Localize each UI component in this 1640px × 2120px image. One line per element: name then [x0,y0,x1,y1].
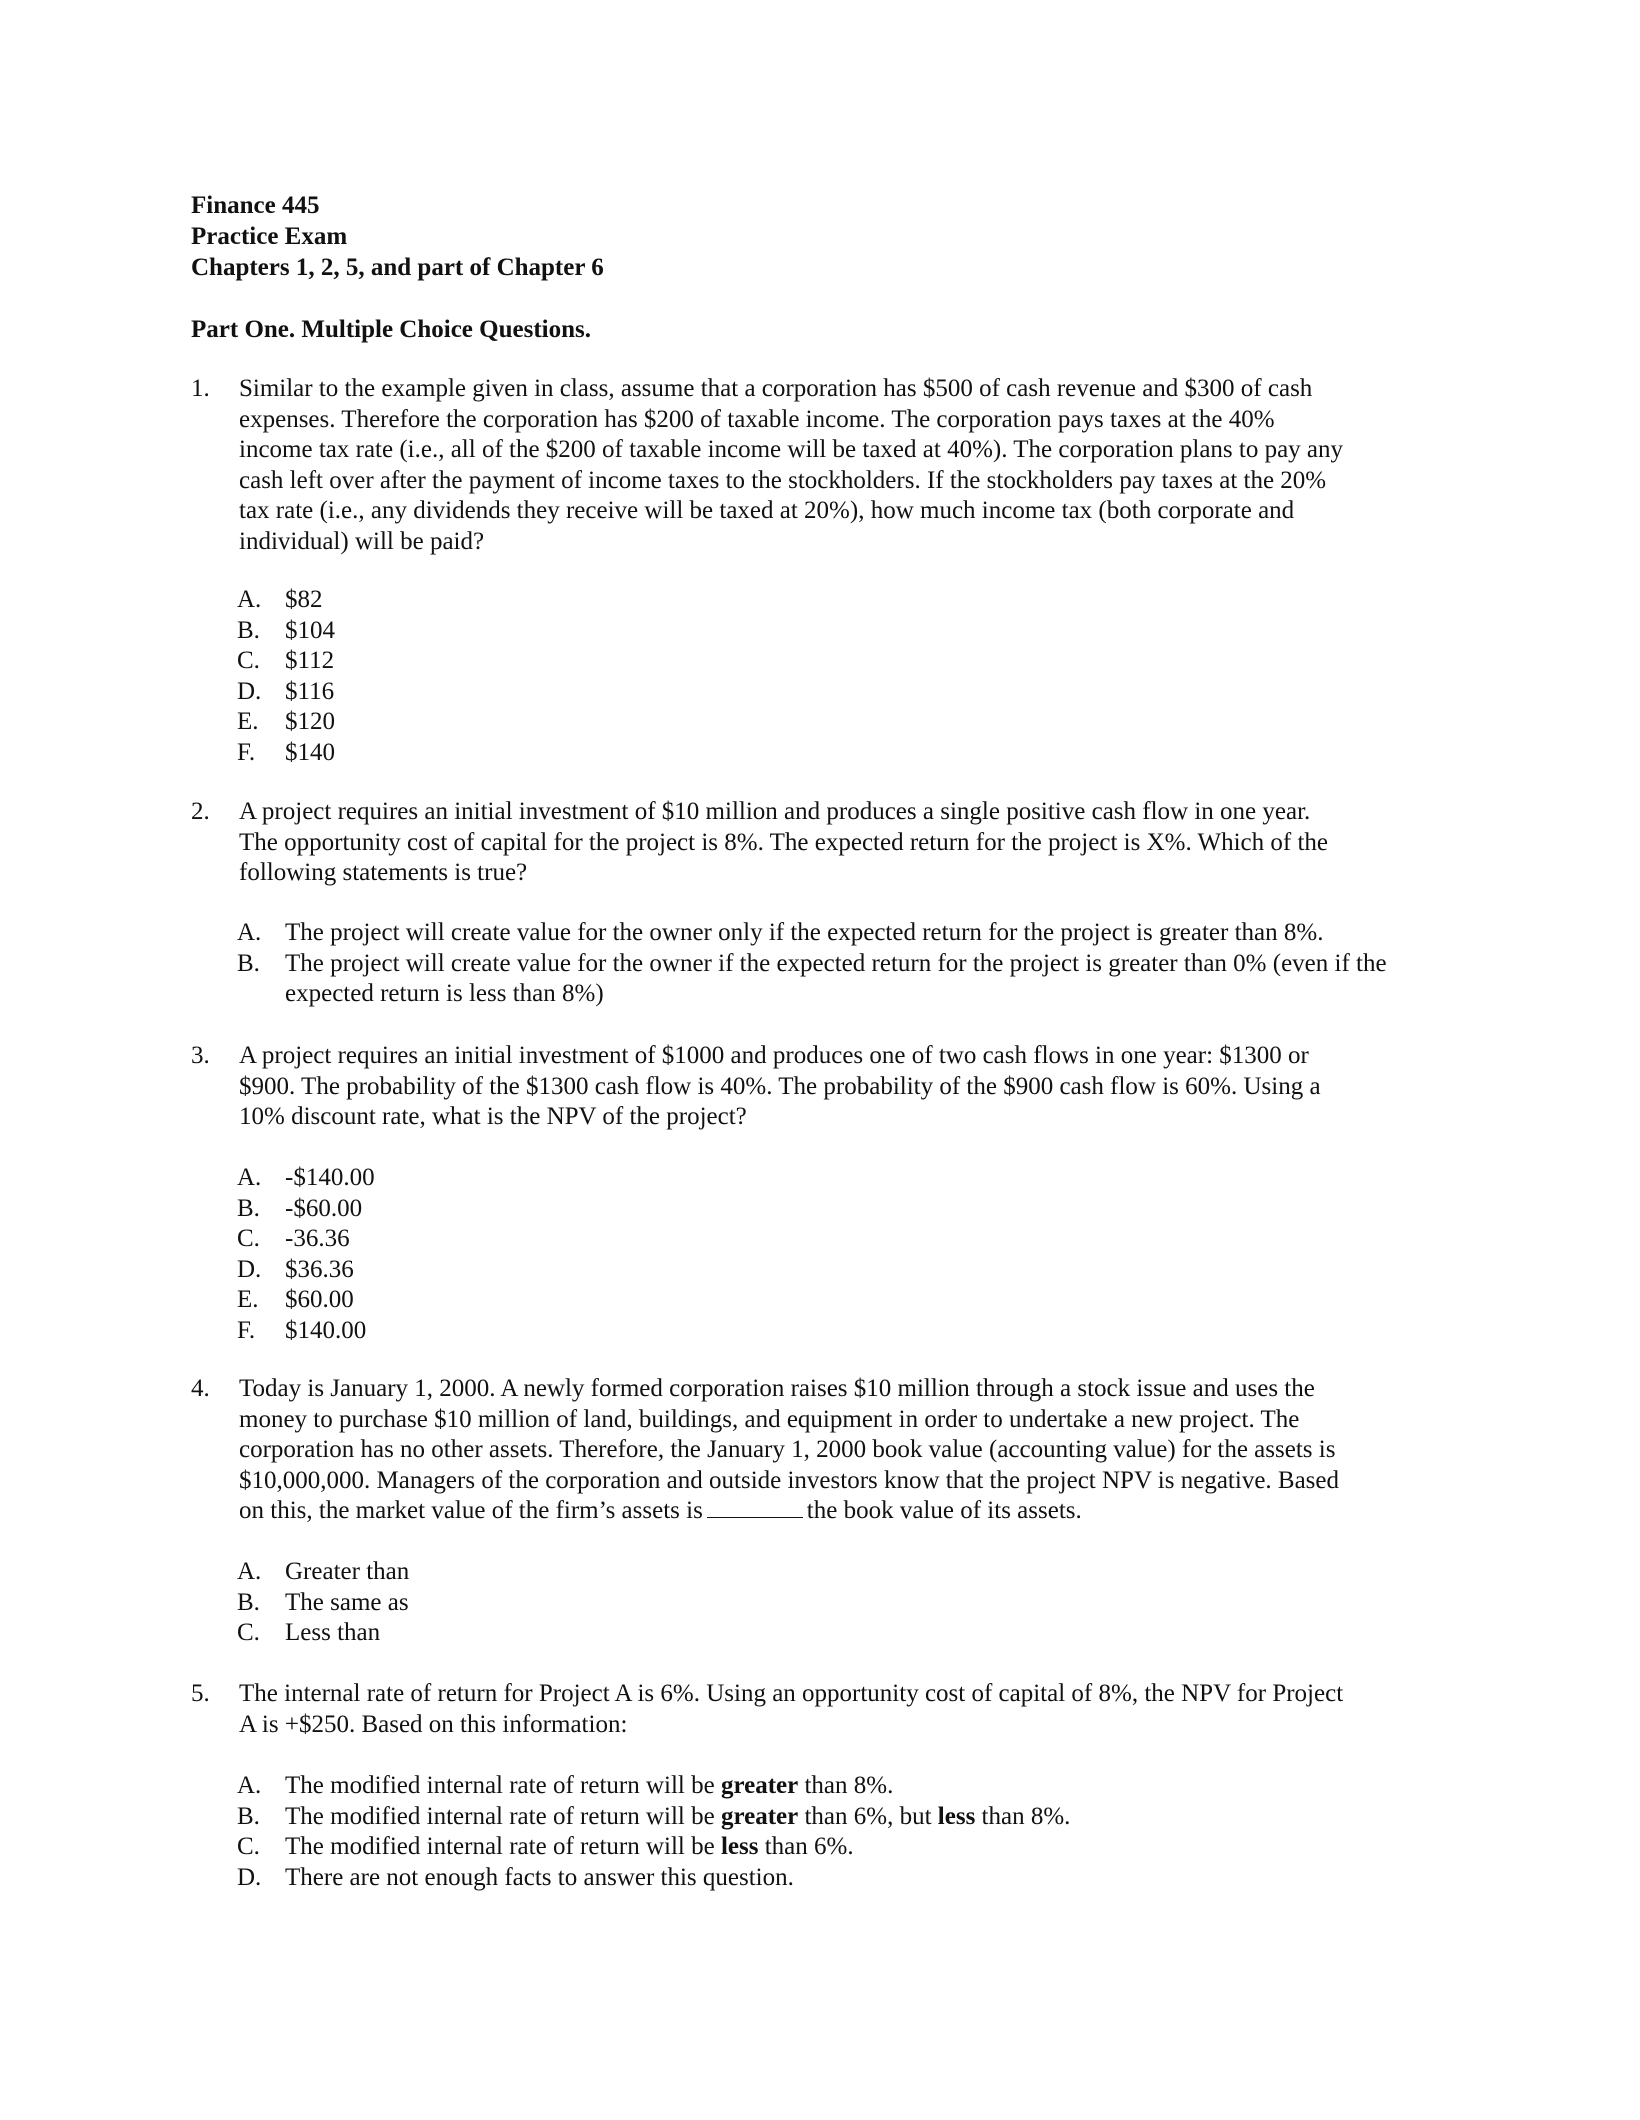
option-f[interactable] [237,738,1451,769]
option-letter: C. [237,1225,260,1252]
question-line: individual) will be paid? [239,527,485,555]
option-text-part: than 6%, but [798,1802,938,1830]
option-letter: D. [237,1863,262,1891]
option-d[interactable] [237,1863,1451,1894]
question-number: 2. [191,798,210,825]
option-text: $112 [285,647,335,674]
question-line: A project requires an initial investment of $10 million and produces a single positive cash flow in one year. [239,798,1311,825]
option-letter: B. [237,1194,260,1222]
option-letter: D. [237,677,262,705]
option-b[interactable] [237,616,1451,647]
question-line: $10,000,000. Managers of the corporation and outside investors know that the project NPV is negative. Based [239,1466,1340,1494]
option-a[interactable] [237,1771,1451,1802]
option-text [285,1802,1070,1833]
option-c[interactable] [237,646,1451,677]
option-text: $104 [285,616,335,644]
question-number: 1. [191,375,210,402]
option-emphasis: greater [720,1802,799,1830]
option-b[interactable] [237,1194,1451,1225]
option-text-part: The modified internal rate of return will be [285,1802,721,1830]
question-line: cash left over after the payment of income taxes to the stockholders. If the stockholders pay taxes at the 20% [239,466,1327,494]
options-q2 [237,918,1451,1010]
exam-title: Practice Exam [191,223,348,250]
option-a[interactable] [237,918,1451,949]
option-text: Greater than [285,1558,410,1585]
option-c[interactable] [237,1832,1451,1863]
option-letter: A. [237,586,262,613]
option-c[interactable] [237,1224,1451,1255]
option-text-part: The modified internal rate of return will be [285,1833,721,1860]
options-q1 [237,585,1451,768]
question-text [239,1679,1451,1740]
question-line: tax rate (i.e., any dividends they receive will be taxed at 20%), how much income tax (both corporate and [239,497,1295,524]
question-line: A project requires an initial investment of $1000 and produces one of two cash flows in one year: $1300 or [239,1042,1309,1069]
option-text: There are not enough facts to answer this question. [285,1863,794,1891]
question-line: $900. The probability of the $1300 cash flow is 40%. The probability of the $900 cash flow is 60%. Using a [239,1072,1321,1100]
option-text-part: than 8%. [975,1802,1071,1830]
question-number: 4. [191,1375,210,1402]
option-b[interactable] [237,1588,1451,1619]
option-text: $82 [285,586,323,613]
option-d[interactable] [237,677,1451,708]
question-line: Similar to the example given in class, assume that a corporation has $500 of cash revenue and $300 of cash [239,375,1313,402]
option-letter: F. [237,738,256,766]
question-text [239,1374,1451,1527]
question-number: 3. [191,1042,210,1069]
exam-header [191,190,604,283]
option-emphasis: greater [720,1772,799,1799]
option-text: $36.36 [285,1255,354,1283]
option-letter: C. [237,1619,260,1646]
option-letter: A. [237,1164,262,1191]
option-letter: D. [237,1255,262,1283]
question-line: income tax rate (i.e., all of the $200 of taxable income will be taxed at 40%). The corporation plans to pay any [239,436,1344,463]
option-emphasis: less [937,1802,976,1830]
option-b[interactable] [237,949,1451,1010]
option-letter: A. [237,1772,262,1799]
options-q3 [237,1163,1451,1346]
question-line: following statements is true? [239,859,528,886]
option-letter: B. [237,1802,260,1830]
question-text [239,1041,1451,1133]
options-q5 [237,1771,1451,1893]
options-q4 [237,1557,1451,1649]
option-letter: E. [237,708,259,735]
chapters-line: Chapters 1, 2, 5, and part of Chapter 6 [191,254,604,281]
option-letter: F. [237,1316,256,1344]
question-number: 5. [191,1680,210,1707]
option-letter: C. [237,1833,260,1860]
option-text-part: The modified internal rate of return will be [285,1772,721,1799]
question-line: expenses. Therefore the corporation has $200 of taxable income. The corporation pays taxes at the 40% [239,405,1275,433]
question-text [239,374,1451,557]
option-e[interactable] [237,707,1451,738]
option-text-part: than 6%. [758,1833,854,1860]
option-text: $140 [285,738,335,766]
option-text-part: than 8%. [798,1772,894,1799]
option-a[interactable] [237,1163,1451,1194]
option-emphasis: less [720,1833,759,1860]
option-b[interactable] [237,1802,1451,1833]
answer-blank [707,1516,803,1518]
option-text: $120 [285,708,335,735]
option-a[interactable] [237,1557,1451,1588]
option-c[interactable] [237,1618,1451,1649]
option-letter: C. [237,647,260,674]
option-text: Less than [285,1619,381,1646]
question-line: 10% discount rate, what is the NPV of the project? [239,1103,747,1130]
question-fragment: on this, the market value of the firm’s assets is [239,1497,703,1524]
option-text: -36.36 [285,1225,350,1252]
question-text [239,797,1451,889]
option-e[interactable] [237,1285,1451,1316]
option-letter: E. [237,1286,259,1313]
option-f[interactable] [237,1316,1451,1347]
option-text [285,1771,893,1802]
question-fragment: the book value of its assets. [806,1497,1082,1524]
option-letter: B. [237,949,260,977]
question-line: The opportunity cost of capital for the project is 8%. The expected return for the project is X%. Which of the [239,828,1329,856]
option-text: $60.00 [285,1286,354,1313]
option-text: -$60.00 [285,1194,363,1222]
section-title: Part One. Multiple Choice Questions. [191,316,591,343]
option-d[interactable] [237,1255,1451,1286]
option-letter: B. [237,616,260,644]
question-line: A is +$250. Based on this information: [239,1710,628,1738]
question-line: corporation has no other assets. Therefore, the January 1, 2000 book value (accounting value) for the assets is [239,1436,1336,1463]
course-title: Finance 445 [191,192,320,219]
option-text [285,1832,854,1863]
option-text: -$140.00 [285,1164,375,1191]
question-line [239,1496,1451,1527]
option-text: $140.00 [285,1316,367,1344]
option-text: The project will create value for the owner only if the expected return for the project is greater than 8%. [285,919,1324,946]
option-letter: A. [237,919,262,946]
option-letter: B. [237,1588,260,1616]
option-text: The same as [285,1588,409,1616]
option-letter: A. [237,1558,262,1585]
question-line: Today is January 1, 2000. A newly formed corporation raises $10 million through a stock issue and uses the [239,1375,1315,1402]
option-a[interactable] [237,585,1451,616]
question-line: money to purchase $10 million of land, buildings, and equipment in order to undertake a new project. The [239,1405,1300,1433]
question-line: The internal rate of return for Project A is 6%. Using an opportunity cost of capital of 8%, the NPV for Project [239,1680,1344,1707]
option-text: $116 [285,677,335,705]
option-text: The project will create value for the owner if the expected return for the project is greater than 0% (even if the expected return is less than 8%) [285,949,1387,1007]
